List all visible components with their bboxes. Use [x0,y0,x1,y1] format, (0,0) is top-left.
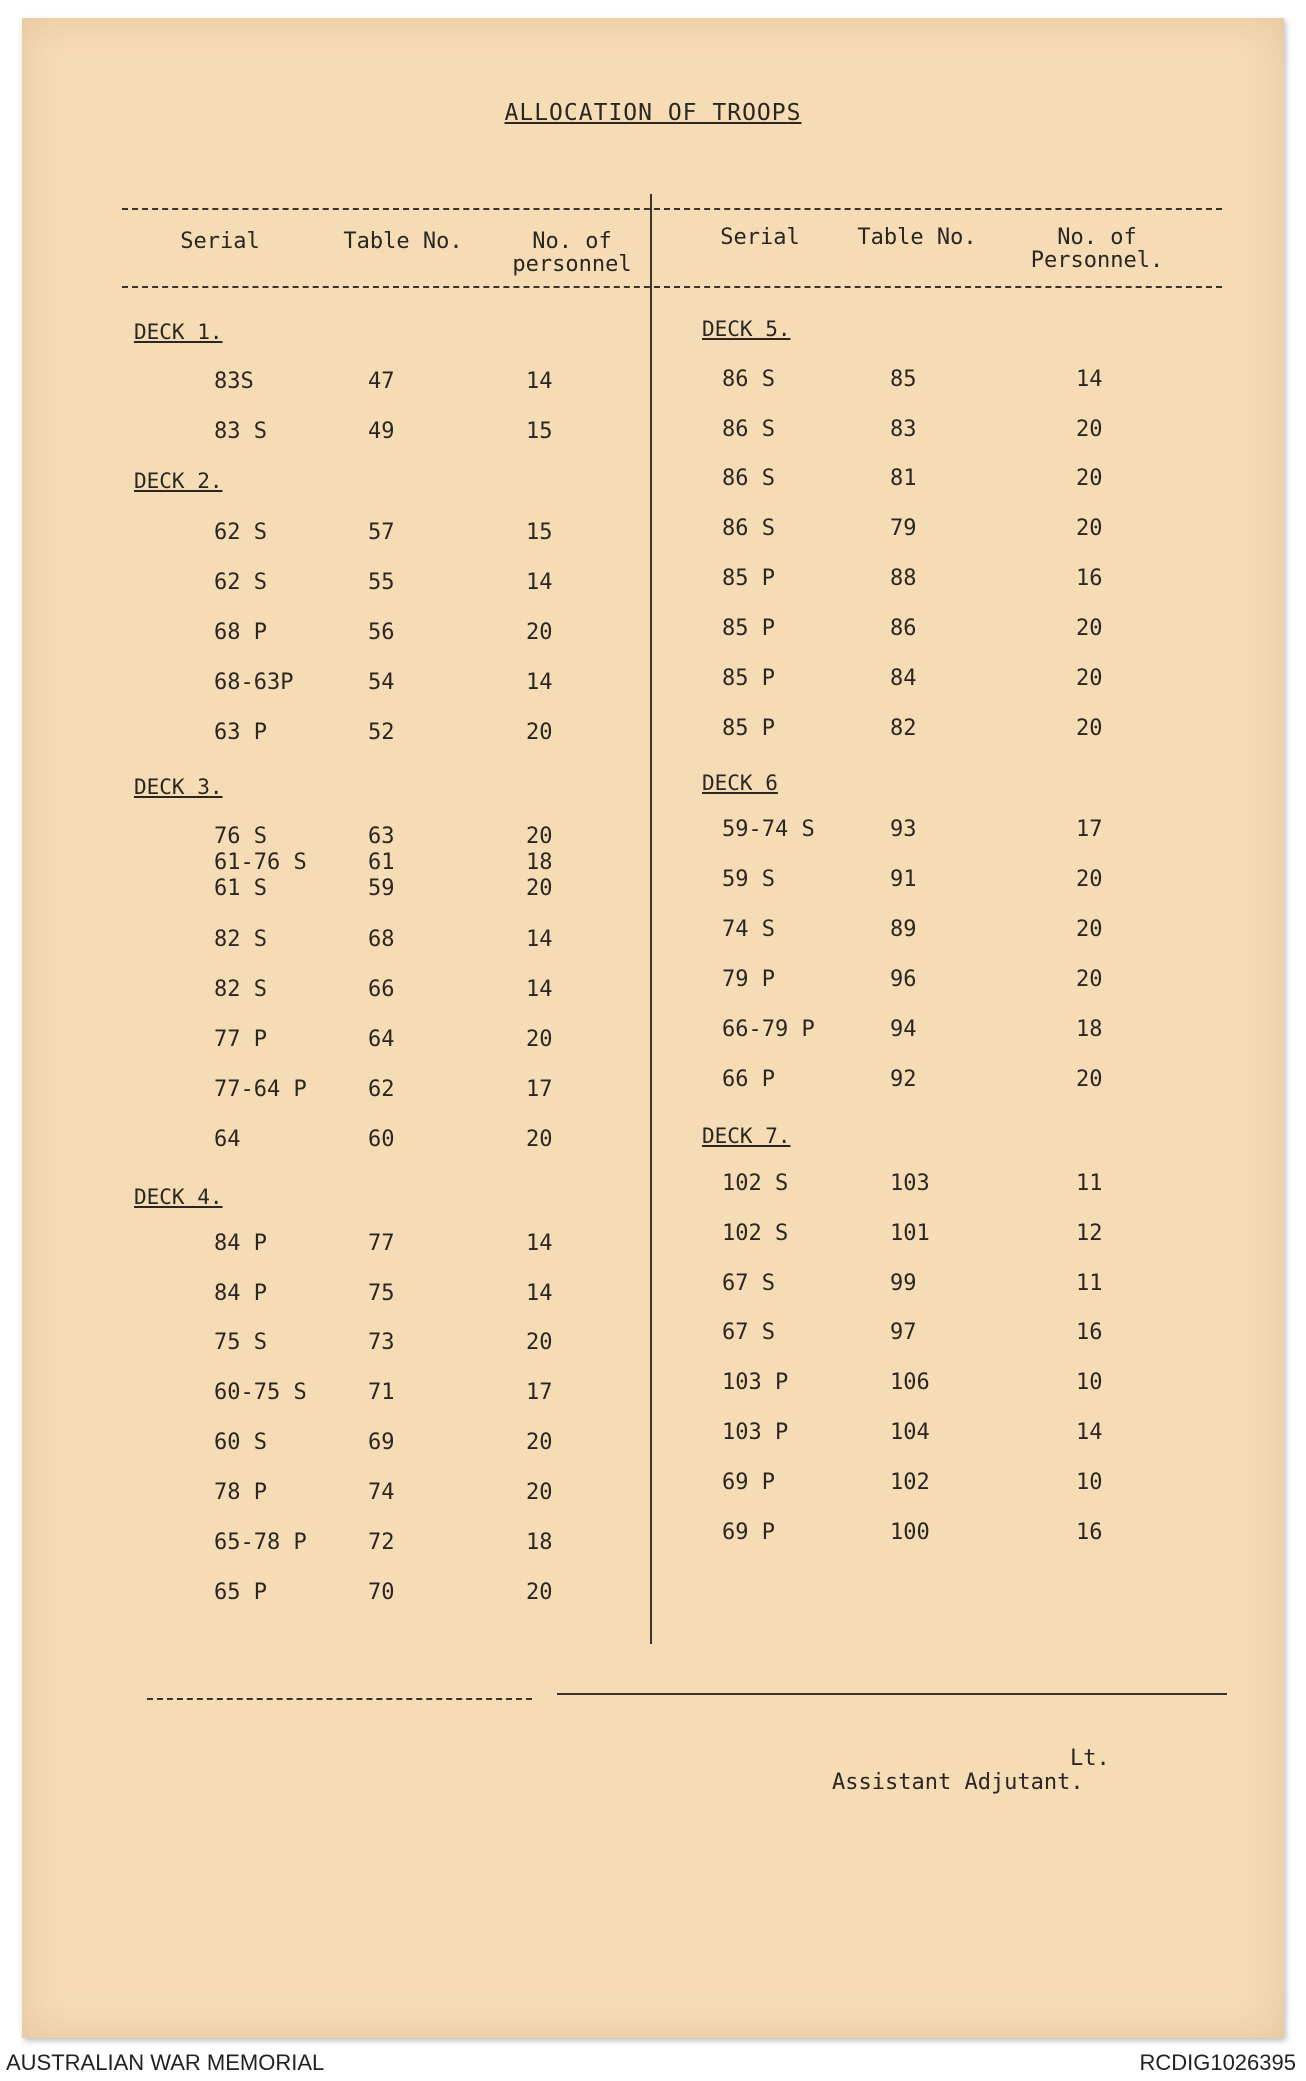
header-bottom-rule [122,286,1222,288]
table-number-cell: 99 [890,1271,917,1296]
table-number-cell: 61 [368,850,395,875]
serial-cell: 86 S [722,466,775,491]
table-number-cell: 70 [368,1580,395,1605]
table-number-cell: 96 [890,967,917,992]
serial-cell: 67 S [722,1320,775,1345]
deck-heading: DECK 5. [702,317,791,341]
personnel-count-cell: 14 [526,1281,553,1306]
left-table-header: Table No. [343,229,463,254]
personnel-count-cell: 20 [526,1480,553,1505]
personnel-count-cell: 20 [1076,666,1103,691]
right-personnel-header: No. of Personnel. [1030,225,1164,273]
table-number-cell: 79 [890,516,917,541]
personnel-count-cell: 14 [1076,367,1103,392]
serial-cell: 78 P [214,1480,267,1505]
serial-cell: 83 S [214,419,267,444]
serial-cell: 68 P [214,620,267,645]
serial-cell: 85 P [722,666,775,691]
serial-cell: 69 P [722,1470,775,1495]
personnel-count-cell: 17 [526,1380,553,1405]
personnel-count-cell: 16 [1076,1520,1103,1545]
personnel-count-cell: 11 [1076,1271,1103,1296]
table-number-cell: 72 [368,1530,395,1555]
serial-cell: 84 P [214,1281,267,1306]
personnel-count-cell: 16 [1076,566,1103,591]
serial-cell: 103 P [722,1370,789,1395]
serial-cell: 62 S [214,570,267,595]
table-number-cell: 86 [890,616,917,641]
serial-cell: 77 P [214,1027,267,1052]
personnel-count-cell: 20 [1076,917,1103,942]
table-number-cell: 49 [368,419,395,444]
personnel-count-cell: 17 [526,1077,553,1102]
serial-cell: 85 P [722,566,775,591]
table-number-cell: 82 [890,716,917,741]
right-table-header: Table No. [857,225,977,250]
table-number-cell: 55 [368,570,395,595]
table-number-cell: 88 [890,566,917,591]
serial-cell: 75 S [214,1330,267,1355]
deck-heading: DECK 6 [702,771,778,795]
personnel-count-cell: 20 [1076,616,1103,641]
deck-heading: DECK 1. [134,320,223,344]
serial-cell: 68-63P [214,670,294,695]
serial-cell: 86 S [722,417,775,442]
personnel-count-cell: 20 [526,720,553,745]
personnel-count-cell: 20 [1076,716,1103,741]
serial-cell: 62 S [214,520,267,545]
serial-cell: 82 S [214,927,267,952]
deck-heading: DECK 2. [134,469,223,493]
personnel-count-cell: 14 [526,670,553,695]
signature-role: Assistant Adjutant. [832,1770,1084,1795]
table-number-cell: 89 [890,917,917,942]
footer-rule-left [147,1698,532,1700]
personnel-count-cell: 15 [526,419,553,444]
serial-cell: 77-64 P [214,1077,307,1102]
table-number-cell: 85 [890,367,917,392]
footer-left-label: AUSTRALIAN WAR MEMORIAL [6,2050,325,2075]
personnel-count-cell: 16 [1076,1320,1103,1345]
table-number-cell: 59 [368,876,395,901]
serial-cell: 103 P [722,1420,789,1445]
personnel-count-cell: 12 [1076,1221,1103,1246]
table-number-cell: 81 [890,466,917,491]
deck-heading: DECK 3. [134,775,223,799]
deck-heading: DECK 4. [134,1185,223,1209]
serial-cell: 63 P [214,720,267,745]
table-number-cell: 64 [368,1027,395,1052]
table-number-cell: 74 [368,1480,395,1505]
table-number-cell: 104 [890,1420,930,1445]
table-number-cell: 47 [368,369,395,394]
table-number-cell: 56 [368,620,395,645]
table-number-cell: 101 [890,1221,930,1246]
serial-cell: 102 S [722,1221,789,1246]
personnel-count-cell: 10 [1076,1470,1103,1495]
serial-cell: 79 P [722,967,775,992]
serial-cell: 84 P [214,1231,267,1256]
serial-cell: 83S [214,369,254,394]
table-number-cell: 97 [890,1320,917,1345]
archive-footer [0,2046,1306,2081]
left-personnel-header: No. of personnel [512,229,632,277]
personnel-count-cell: 20 [526,1027,553,1052]
table-number-cell: 52 [368,720,395,745]
table-number-cell: 73 [368,1330,395,1355]
serial-cell: 67 S [722,1271,775,1296]
personnel-count-cell: 18 [1076,1017,1103,1042]
personnel-count-cell: 20 [526,1430,553,1455]
column-divider [650,194,652,1644]
personnel-count-cell: 20 [526,620,553,645]
table-number-cell: 77 [368,1231,395,1256]
serial-cell: 60-75 S [214,1380,307,1405]
personnel-count-cell: 20 [1076,1067,1103,1092]
table-number-cell: 60 [368,1127,395,1152]
header-top-rule [122,208,1222,210]
personnel-count-cell: 14 [526,1231,553,1256]
table-number-cell: 84 [890,666,917,691]
personnel-count-cell: 10 [1076,1370,1103,1395]
serial-cell: 74 S [722,917,775,942]
personnel-count-cell: 20 [526,876,553,901]
table-number-cell: 66 [368,977,395,1002]
serial-cell: 64 [214,1127,241,1152]
personnel-count-cell: 20 [526,1330,553,1355]
personnel-count-cell: 18 [526,1530,553,1555]
personnel-count-cell: 17 [1076,817,1103,842]
serial-cell: 86 S [722,367,775,392]
footer-right-label: RCDIG1026395 [1139,2050,1296,2075]
table-number-cell: 106 [890,1370,930,1395]
table-number-cell: 103 [890,1171,930,1196]
personnel-count-cell: 20 [526,1580,553,1605]
table-number-cell: 91 [890,867,917,892]
serial-cell: 82 S [214,977,267,1002]
personnel-count-cell: 20 [1076,466,1103,491]
signature-rank: Lt. [1070,1746,1110,1771]
serial-cell: 59 S [722,867,775,892]
table-number-cell: 57 [368,520,395,545]
serial-cell: 65-78 P [214,1530,307,1555]
personnel-count-cell: 20 [1076,967,1103,992]
table-number-cell: 83 [890,417,917,442]
serial-cell: 76 S [214,824,267,849]
personnel-count-cell: 20 [1076,867,1103,892]
personnel-count-cell: 14 [526,570,553,595]
deck-heading: DECK 7. [702,1124,791,1148]
footer-rule-right [557,1693,1227,1695]
table-number-cell: 71 [368,1380,395,1405]
serial-cell: 66-79 P [722,1017,815,1042]
document-page [22,18,1284,2038]
serial-cell: 69 P [722,1520,775,1545]
personnel-count-cell: 14 [526,369,553,394]
personnel-count-cell: 14 [526,977,553,1002]
personnel-count-cell: 20 [1076,417,1103,442]
serial-cell: 60 S [214,1430,267,1455]
table-number-cell: 63 [368,824,395,849]
right-serial-header: Serial [720,225,800,250]
personnel-count-cell: 18 [526,850,553,875]
serial-cell: 102 S [722,1171,789,1196]
serial-cell: 86 S [722,516,775,541]
serial-cell: 66 P [722,1067,775,1092]
table-number-cell: 102 [890,1470,930,1495]
table-number-cell: 75 [368,1281,395,1306]
serial-cell: 85 P [722,616,775,641]
left-serial-header: Serial [180,229,260,254]
personnel-count-cell: 20 [526,824,553,849]
table-number-cell: 54 [368,670,395,695]
personnel-count-cell: 20 [1076,516,1103,541]
table-number-cell: 93 [890,817,917,842]
personnel-count-cell: 14 [1076,1420,1103,1445]
document-title: ALLOCATION OF TROOPS [504,100,802,126]
personnel-count-cell: 20 [526,1127,553,1152]
table-number-cell: 94 [890,1017,917,1042]
serial-cell: 61-76 S [214,850,307,875]
table-number-cell: 100 [890,1520,930,1545]
personnel-count-cell: 11 [1076,1171,1103,1196]
serial-cell: 65 P [214,1580,267,1605]
table-number-cell: 69 [368,1430,395,1455]
serial-cell: 61 S [214,876,267,901]
personnel-count-cell: 15 [526,520,553,545]
table-number-cell: 68 [368,927,395,952]
personnel-count-cell: 14 [526,927,553,952]
serial-cell: 85 P [722,716,775,741]
serial-cell: 59-74 S [722,817,815,842]
table-number-cell: 62 [368,1077,395,1102]
table-number-cell: 92 [890,1067,917,1092]
